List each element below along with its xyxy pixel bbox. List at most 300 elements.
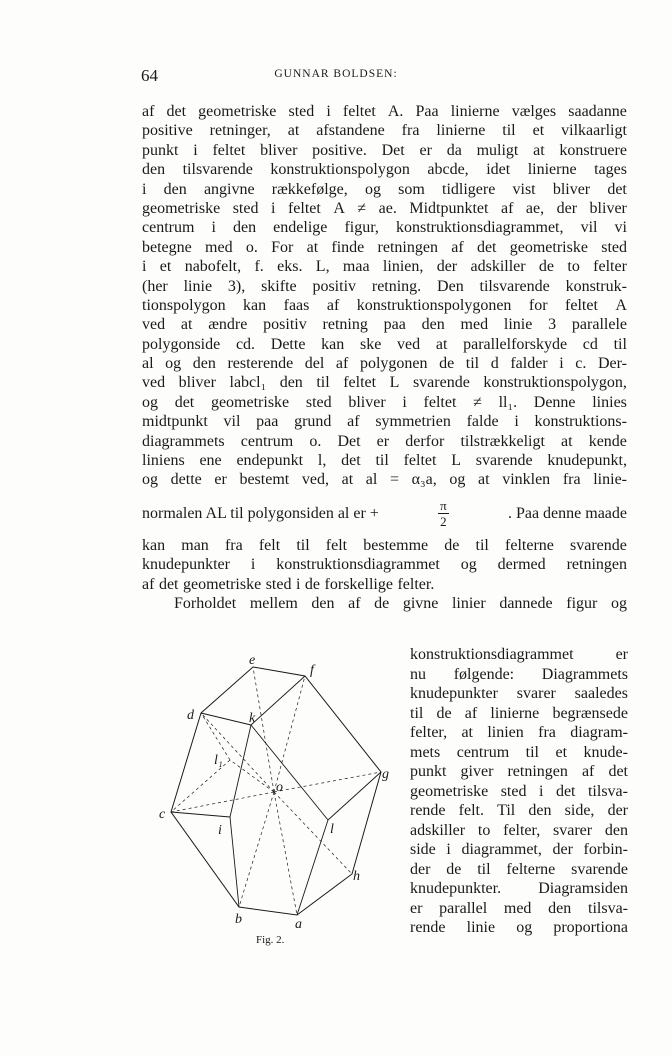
word: den [279,374,303,392]
word: parallel [439,899,488,917]
word: retning [322,316,368,334]
word: der [410,860,431,878]
word: felter [593,258,627,276]
word: linie- [593,471,627,489]
text-line [142,121,627,140]
word: i [142,258,147,276]
word: feltet [423,393,457,411]
word: falder [510,355,548,373]
word: bliver [260,141,298,159]
word: rende [410,802,446,819]
text-line [410,684,628,704]
word: felter, [503,821,541,839]
word: ≠ [357,199,367,217]
word: knudepunkter. [410,880,502,897]
label-d: d [187,708,194,723]
word: tages [594,161,627,179]
word: konstruktionsdiagrammet, [395,219,564,237]
word: i [142,180,147,198]
word: i [446,841,451,858]
word: er [615,646,628,663]
word: For [271,238,294,256]
word: tilsva- [587,782,628,800]
word: at [533,141,545,159]
text-line [142,296,627,315]
word: sted [265,575,292,593]
word: 3 [548,316,557,334]
word: at [478,471,490,489]
word: da [446,141,462,159]
word: bliver [178,374,216,392]
word: til [410,704,424,722]
label-l: l [330,822,334,837]
word: svarende [475,452,533,470]
word: endepunkt [236,452,304,470]
word: i [270,199,276,217]
word: ll₁. [498,393,518,411]
word: de [446,860,462,878]
text-line [142,470,627,489]
narrow-text-column [410,645,628,938]
word: rækkefølge, [271,180,348,198]
word: dette [170,471,202,489]
word: at [287,122,300,140]
word: cd. [235,335,256,353]
word: den [311,594,335,612]
word: side, [564,802,595,819]
word: og [460,556,477,574]
word: konstruere [559,141,627,159]
word: Diagrammets [541,665,628,683]
word: at [561,432,573,450]
word: parallelforskyde [463,335,568,353]
word: linies [592,393,627,411]
label-f: f [310,663,314,678]
word: f. [254,258,264,276]
word: vilkaarligt [561,122,627,140]
word: α₃a, [411,471,437,489]
word: paa [256,413,279,431]
word: til [502,122,516,140]
text-line [142,335,627,354]
text-line [142,160,627,179]
label-o: o [276,780,283,795]
word: svarende [571,860,628,878]
word: retningen [507,763,568,780]
word: diagrammet, [461,841,542,858]
word: eks. [277,258,303,276]
word: liniens [142,452,185,470]
word: bliver [589,199,627,217]
word: al [365,471,378,489]
word: de [439,355,455,373]
word: vinklen [502,471,551,489]
word: ved [397,335,421,353]
word: feltet [212,141,246,159]
word: ved, [301,471,329,489]
word: konstruktionspolygon [270,161,410,179]
word: ae. [378,199,397,217]
word: geometriske [509,238,588,256]
word: retningen [377,238,438,256]
word: mets [410,743,441,761]
word: felterne [505,536,554,554]
word: et [159,258,172,276]
word: figur, [344,219,379,237]
word: den [233,219,257,237]
text-line [142,141,627,160]
word: et [555,743,568,761]
word: er [410,899,423,917]
word: L [389,374,400,392]
word: det [158,575,179,593]
word: forskellige [324,575,393,593]
word: af [348,594,361,612]
word: den [142,161,166,179]
text-line [142,102,627,121]
text-line [410,801,628,821]
word: af [142,103,155,120]
label-c: c [159,807,166,822]
word: geometriske [210,393,290,411]
word: at [435,335,448,353]
word: at [461,724,473,741]
word: det [174,393,195,411]
label-a: a [295,917,302,932]
word: sted [601,238,627,256]
word: begrænsede [552,704,628,722]
word: afstandene [316,122,385,140]
word: Dette [270,335,306,353]
word: og [142,471,158,489]
text-line [142,536,627,555]
word: L [451,452,461,470]
word: og [516,919,533,936]
text-line [142,575,627,594]
word: af [335,355,349,373]
word: cd [582,335,598,353]
word: til [477,860,491,878]
word: et [532,122,545,140]
word: til [375,452,389,470]
word: af [500,199,514,217]
word: positiv [263,316,307,334]
word: retning. [371,277,422,295]
word: svarende [570,536,627,554]
word: felt [258,536,281,554]
math-line [142,493,627,535]
word: Det [337,432,361,450]
math-before: normalen AL til polygonsiden al er + [142,504,379,522]
word: al [142,355,154,373]
label-h: h [353,869,360,884]
word: positive. [312,141,367,159]
word: i [514,413,519,431]
word: den [163,180,187,198]
word: det [607,180,627,198]
word: er [214,471,227,489]
word: feltet [343,374,377,392]
word: d [490,355,499,373]
word: tidligere [442,180,496,198]
text-line [142,393,627,412]
word: bestemt [239,471,290,489]
word: der [607,802,628,819]
word: er [376,432,390,450]
text-line [142,199,627,218]
word: Midtpunktet [409,199,489,217]
word: figur [566,594,598,612]
word: positiv [312,277,357,295]
word: det [555,782,576,800]
text-line [410,743,628,763]
word: grund [294,413,332,431]
word: ene [199,452,222,470]
word: af [326,296,340,314]
word: ae, [525,199,545,217]
word: til [475,536,489,554]
label-g: g [382,767,389,782]
word: ≠ [473,393,482,411]
word: punkt [142,141,179,159]
word: symmetrien [375,413,451,431]
word: de [538,258,555,276]
text-line [410,899,628,919]
word: og [165,355,182,373]
word: giver [460,763,494,780]
word: det [166,103,187,120]
word: A [333,199,345,217]
construction-diagram-figure [158,652,398,932]
word: tilsva- [588,899,628,917]
word: ved [142,374,166,392]
word: derfor [405,432,445,450]
word: bestemme [363,536,429,554]
word: det [608,763,628,780]
word: ske [359,335,382,353]
word: konstruktionsdiagrammet [276,556,440,574]
word: konstruktionspolygon, [483,374,627,392]
word: L, [315,258,330,276]
text-line [410,918,628,938]
word: vist [512,180,536,198]
word: Til [497,802,516,819]
word: dannede [499,594,553,612]
word: i [295,575,301,593]
word: polygonside [142,335,221,353]
word: proportiona [553,919,628,936]
word: centrum [142,219,195,237]
word: kan [321,335,345,353]
word: de [444,536,460,554]
word: de [304,575,321,593]
word: linier [451,594,486,612]
word: bliver [348,393,386,411]
label-i: i [218,823,222,838]
fraction-denominator: 2 [440,514,447,530]
text-line [142,180,627,199]
word: den [421,316,445,334]
word: Det [381,141,405,159]
word: centrum [456,743,510,761]
word: der [552,841,573,858]
word: kende [588,432,627,450]
word: i [559,355,564,373]
pi-over-two-fraction [438,498,449,529]
word: linierne [490,704,540,722]
word: saaledes [574,685,628,702]
page-number: 64 [141,66,158,85]
word: positive [142,122,193,140]
word: nu [410,665,426,683]
word: at [341,471,354,489]
word: knudepunkter [410,685,498,702]
word: adskiller [410,821,466,839]
word: abcde, [427,161,469,179]
word: Diagramsiden [538,880,628,897]
word: to [477,821,491,839]
word: Forholdet [174,594,237,612]
word: tionspolygon [142,296,226,314]
text-line [142,412,627,431]
word: vi [614,219,627,237]
word: centrum [240,432,294,450]
word: Denne [533,393,576,411]
text-line [142,315,627,334]
word: felter. [397,575,435,593]
word: retninger, [209,122,271,140]
word: felt. [458,802,484,819]
word: diagrammets [142,432,225,450]
word: Den [437,277,464,295]
text-line [142,238,627,257]
word: som [398,180,425,198]
word: man [181,536,209,554]
text-line [410,840,628,860]
word: linien [487,724,524,741]
word: (her [142,277,168,295]
word: side [410,841,436,858]
word: muligt [476,141,519,159]
word: konstruktions- [534,413,627,431]
word: l, [317,452,327,470]
word: knudepunkt, [547,452,627,470]
word: den [604,821,628,839]
word: punkt [410,763,447,780]
word: med [205,238,233,256]
text-line [410,665,628,685]
word: polygonen [359,355,428,373]
word: linierne [436,122,486,140]
text-line [410,723,628,743]
word: angivne [203,180,255,198]
word: vælges [511,103,557,120]
word: fra [224,536,243,554]
word: linie [503,316,533,334]
word: tilsvarende [182,161,253,179]
word: de [374,594,390,612]
word: sted [305,393,332,411]
word: af [347,413,360,431]
word: konstruk- [565,277,627,295]
word: at [180,316,193,334]
text-line [142,555,627,574]
word: linie [183,277,213,295]
word: midtpunkt [142,413,208,431]
word: knudepunkter [142,556,230,574]
word: svarer [553,821,593,839]
word: geometriske [198,103,277,120]
word: konstruktionspolygonen [356,296,512,314]
word: det [341,452,361,470]
word: givne [402,594,439,612]
body-text [142,102,627,613]
word: betegne [142,238,192,256]
text-line [410,782,628,802]
figure-caption: Fig. 2. [256,934,285,946]
text-line [410,860,628,880]
word: i [193,141,198,159]
word: nabofelt, [184,258,242,276]
word: vil [580,219,598,237]
word: to [567,258,580,276]
word: med [460,316,489,334]
word: forbin- [583,841,628,858]
word: A [615,296,627,314]
word: de [436,704,452,722]
word: fra [562,471,581,489]
word: bliver [552,180,591,198]
word: labcl₁ [229,374,267,392]
word: parallele [571,316,627,334]
word: mellem [249,594,298,612]
word: i [538,782,544,800]
text-line [142,354,627,373]
word: af [142,575,155,593]
word: feltet [565,296,598,314]
word: o. [245,238,258,256]
text-line [410,645,628,665]
word: den [192,355,216,373]
label-k: k [249,711,256,726]
word: sted [232,199,259,217]
word: i [250,556,256,574]
word: linierne [450,103,500,120]
word: A. [387,103,404,120]
word: dermed [497,556,546,574]
word: til [613,335,627,353]
word: felterne [506,860,556,878]
word: linie [466,919,496,936]
word: ved [142,316,166,334]
word: med [503,899,532,917]
word: faas [283,296,310,314]
text-line [142,451,627,470]
word: for [528,296,548,314]
word: svarende [412,374,470,392]
text-line [142,277,627,296]
label-e: e [249,653,256,668]
word: o. [309,432,322,450]
word: endelige [273,219,328,237]
word: til [525,743,539,761]
word: er [419,141,432,159]
text-line [410,704,628,724]
word: adskiller [470,258,526,276]
word: tilstrækkeligt [460,432,545,450]
word: kan [142,536,166,554]
word: af [581,763,595,780]
